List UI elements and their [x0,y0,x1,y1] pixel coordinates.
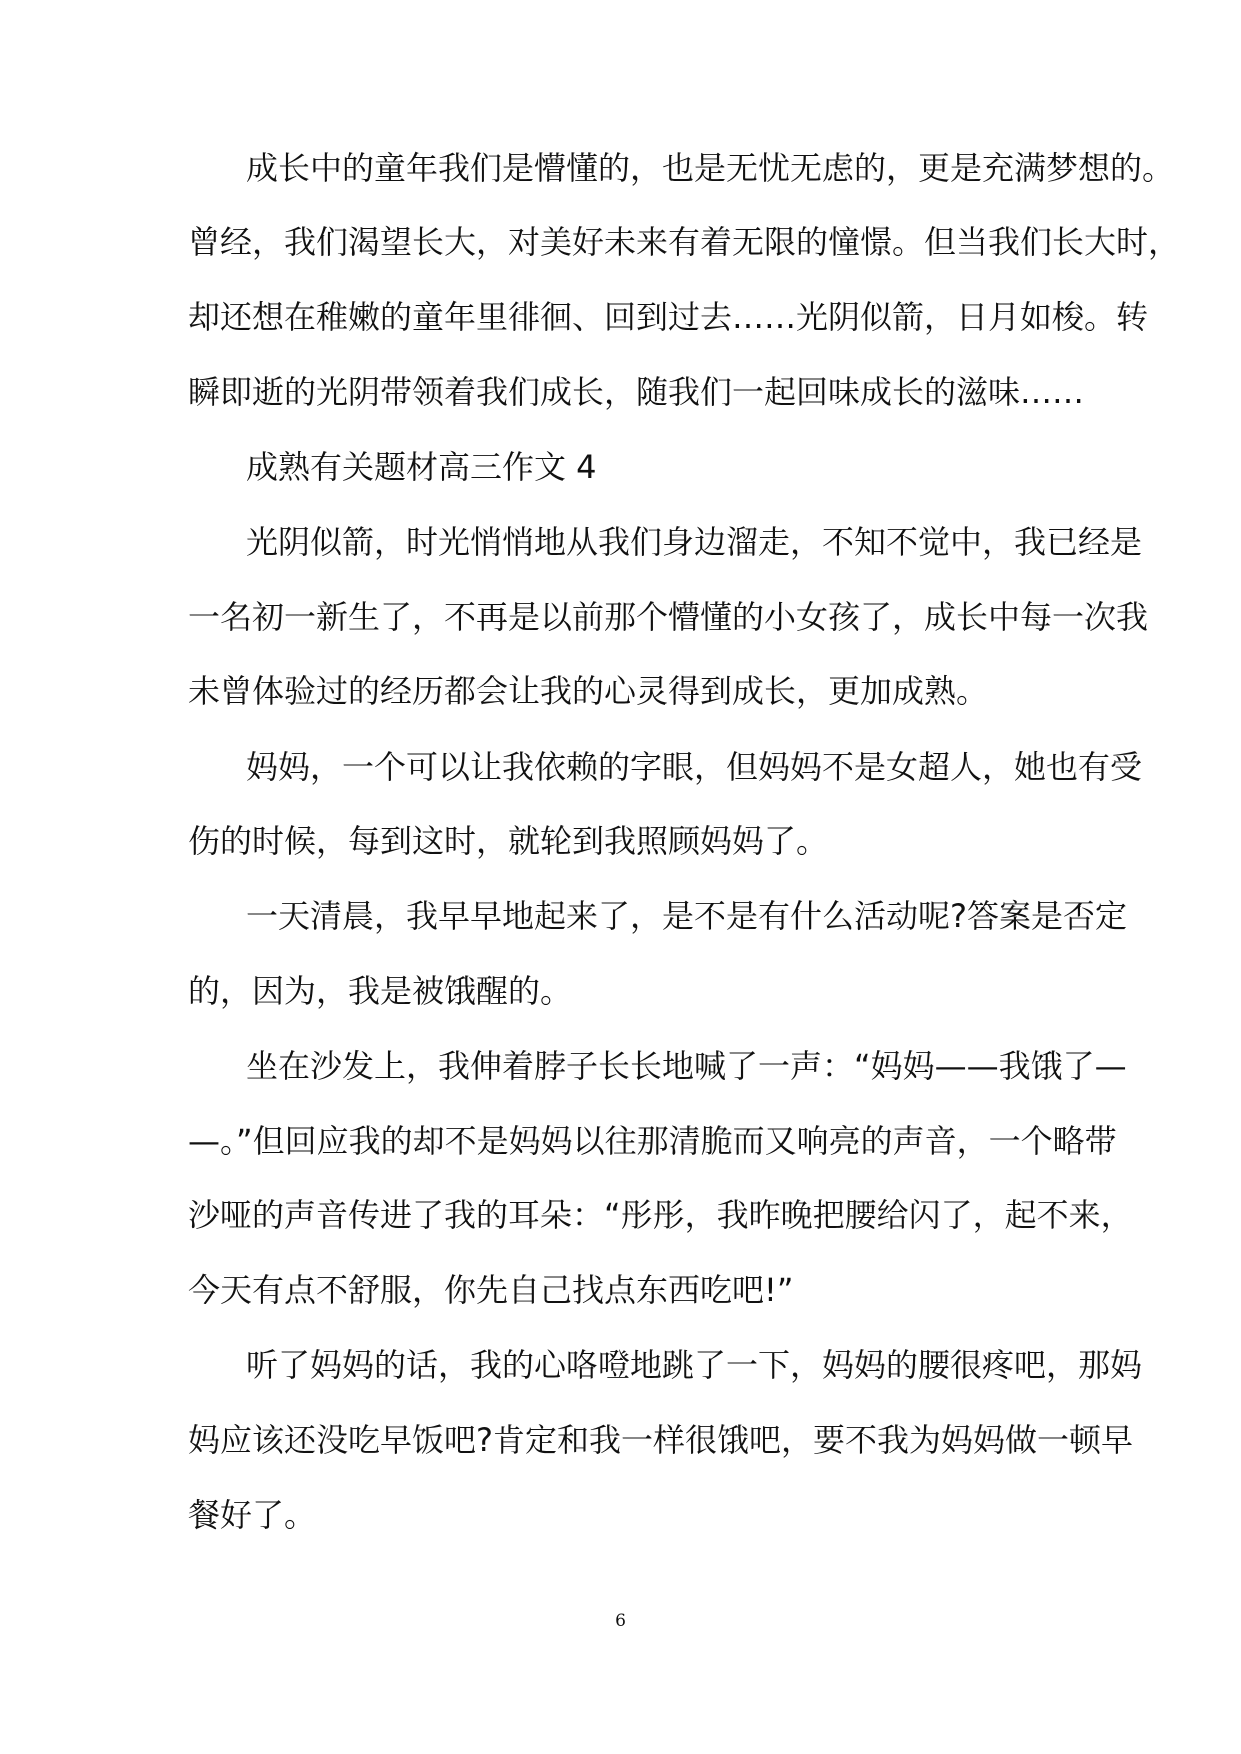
text-line: 妈妈，一个可以让我依赖的字眼，但妈妈不是女超人，她也有受 [246,748,1143,786]
text-line: 沙哑的声音传进了我的耳朵：“彤彤，我昨晚把腰给闪了，起不来， [188,1196,1133,1234]
text-line: 伤的时候，每到这时，就轮到我照顾妈妈了。 [188,822,829,860]
text-line: 的，因为，我是被饿醒的。 [188,972,573,1010]
text-line: 未曾体验过的经历都会让我的心灵得到成长，更加成熟。 [188,672,989,710]
text-line: 成长中的童年我们是懵懂的，也是无忧无虑的，更是充满梦想的。 [246,149,1175,187]
text-line: —。”但回应我的却不是妈妈以往那清脆而又响亮的声音，一个略带 [188,1122,1117,1160]
text-line: 光阴似箭，时光悄悄地从我们身边溜走，不知不觉中，我已经是 [246,523,1143,561]
text-line: 瞬即逝的光阴带领着我们成长，随我们一起回味成长的滋味…… [188,373,1085,411]
text-line: 坐在沙发上，我伸着脖子长长地喊了一声：“妈妈——我饿了— [246,1047,1127,1085]
page-number: 6 [615,1611,626,1631]
text-line: 曾经，我们渴望长大，对美好未来有着无限的憧憬。但当我们长大时， [188,223,1181,261]
text-line: 听了妈妈的话，我的心咯噔地跳了一下，妈妈的腰很疼吧，那妈 [246,1346,1143,1384]
text-line: 妈应该还没吃早饭吧?肯定和我一样很饿吧，要不我为妈妈做一顿早 [188,1421,1133,1459]
text-line: 却还想在稚嫩的童年里徘徊、回到过去……光阴似箭，日月如梭。转 [188,298,1149,336]
section-heading: 成熟有关题材高三作文 4 [246,448,597,486]
text-line: 餐好了。 [188,1496,317,1534]
text-line: 今天有点不舒服，你先自己找点东西吃吧!” [188,1271,794,1309]
text-line: 一天清晨，我早早地起来了，是不是有什么活动呢?答案是否定 [246,897,1127,935]
text-line: 一名初一新生了，不再是以前那个懵懂的小女孩了，成长中每一次我 [188,598,1149,636]
